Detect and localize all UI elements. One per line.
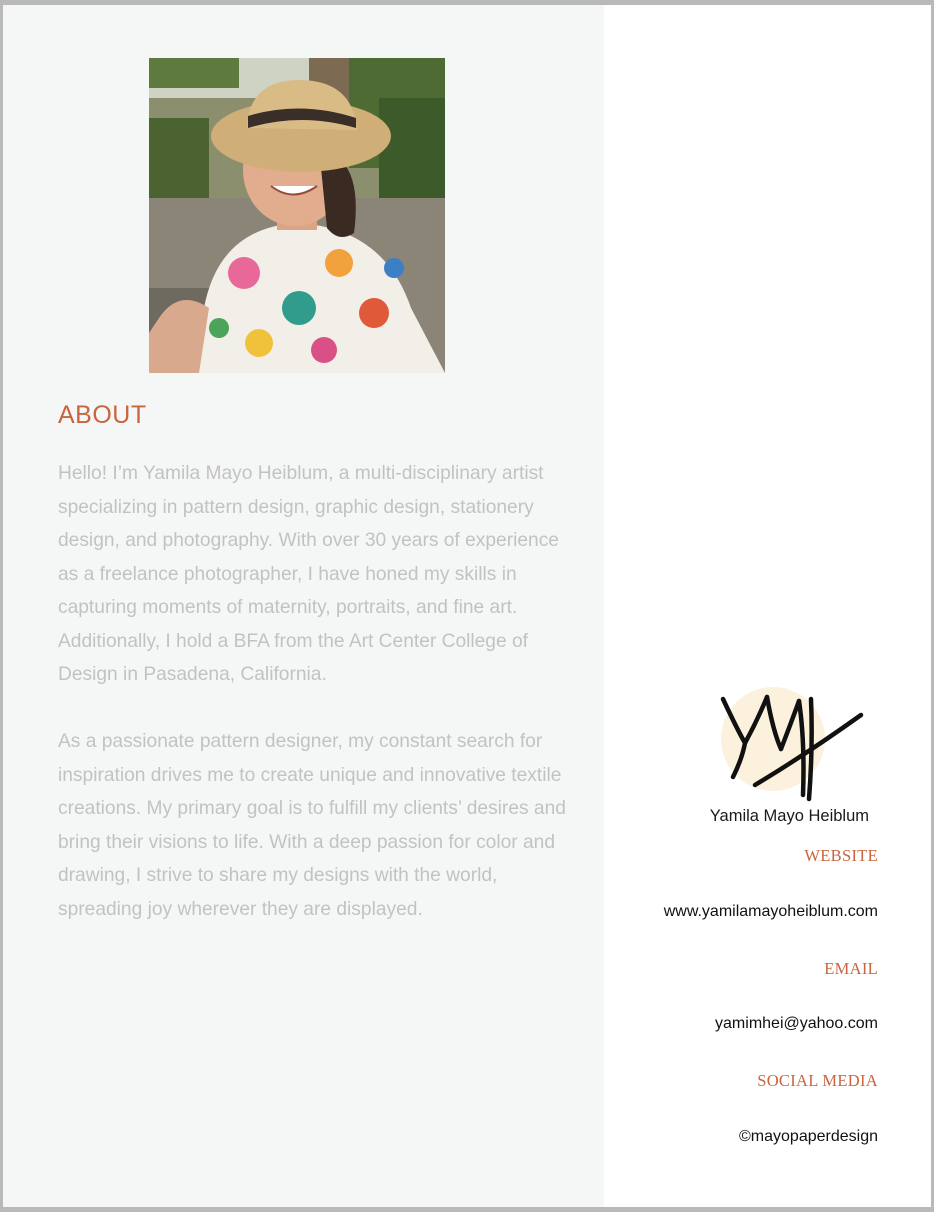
ymh-monogram-icon bbox=[715, 677, 865, 803]
about-panel bbox=[3, 5, 604, 1207]
email-link[interactable]: yamimhei@yahoo.com bbox=[715, 1015, 878, 1032]
designer-name: Yamila Mayo Heiblum bbox=[709, 807, 869, 825]
email-label: EMAIL bbox=[824, 959, 878, 978]
bio-paragraph: As a passionate pattern designer, my constant search for inspiration drives me to create unique and innovative textile creations. My primary goal is to fulfill my clients’ desires and bring their visions to life. With a deep passion for color and drawing, I strive to share my designs with the world, spreading joy wherever they are displayed. bbox=[58, 731, 566, 920]
about-bio bbox=[58, 457, 568, 926]
portrait-photo bbox=[149, 58, 445, 373]
about-heading: ABOUT bbox=[58, 401, 147, 429]
portfolio-page bbox=[3, 5, 931, 1207]
bio-paragraph: Hello! I’m Yamila Mayo Heiblum, a multi-disciplinary artist specializing in pattern design, graphic design, stationery design, and photography. With over 30 years of experience as a freelance photographer, I have honed my skills in capturing moments of maternity, portraits, and fine art. Additionally, I hold a BFA from the Art Center College of Design in Pasadena, California. bbox=[58, 463, 559, 685]
website-label: WEBSITE bbox=[804, 846, 878, 865]
social-media-label: SOCIAL MEDIA bbox=[757, 1071, 878, 1090]
social-media-handle[interactable]: ©mayopaperdesign bbox=[739, 1128, 878, 1145]
website-link[interactable]: www.yamilamayoheiblum.com bbox=[663, 903, 878, 920]
